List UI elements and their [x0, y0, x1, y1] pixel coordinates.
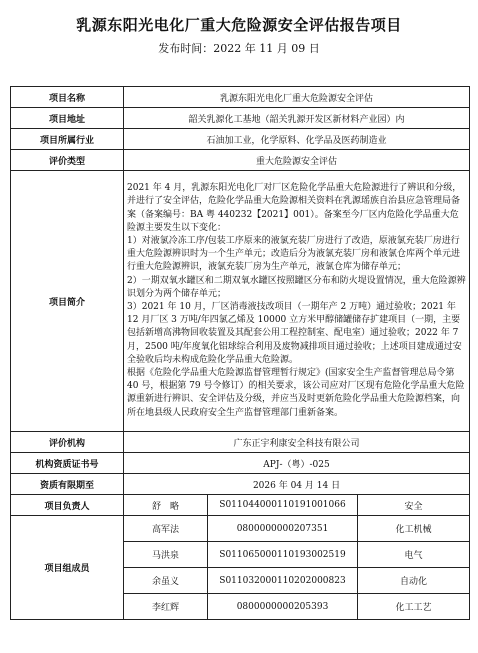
row-eval-agency [11, 432, 470, 453]
member-name: 李红辉 [124, 594, 208, 620]
label-industry: 项目所属行业 [11, 129, 124, 150]
value-cert-no: APJ-（粤）-025 [124, 453, 470, 474]
label-leader: 项目负责人 [11, 495, 124, 516]
row-project-name [11, 87, 470, 108]
value-eval-type: 重大危险源安全评估 [124, 150, 470, 171]
row-cert-no [11, 453, 470, 474]
summary-paragraph-3: 2）一期双氧水罐区和二期双氧水罐区按照罐区分布和防火堤设置情况，重大危险源辨识划分为两个储存单元； [127, 275, 466, 299]
row-eval-type [11, 150, 470, 171]
document-title: 乳源东阳光电化厂重大危险源安全评估报告项目 [76, 16, 402, 34]
value-industry: 石油加工业，化学原料、化学品及医药制造业 [124, 129, 470, 150]
member-major: 自动化 [358, 568, 470, 594]
value-eval-agency: 广东正宇利康安全科技有限公司 [124, 432, 470, 453]
member-major: 化工工艺 [358, 594, 470, 620]
value-project-address: 韶关乳源化工基地（韶关乳源开发区新材料产业园）内 [124, 108, 470, 129]
member-cert: 0800000000207351 [208, 516, 358, 542]
summary-paragraph-4: 3）2021 年 10 月，厂区消毒液技改项目（一期年产 2 万吨）通过验收；2021 年 12 月厂区 3 万吨/年四氯乙烯及 10000 立方米甲醇储罐储存扩建项目（一期，主要包括新增高沸物回收装置及其配套公用工程控制室、配电室）通过验收；2022 年 7 月，2500 吨/年度氧化铝球综合利用及废物减排项目通过验收；上述项目建成通过安全验收后均未构成危险化学品重大危险源。 [127, 302, 462, 365]
label-cert-no: 机构资质证书号 [11, 453, 124, 474]
member-cert: S011032000110202000823 [208, 568, 358, 594]
publish-date: 发布时间：2022 年 11 月 09 日 [158, 42, 320, 55]
label-project-name: 项目名称 [11, 87, 124, 108]
summary-paragraph-5: 根据《危险化学品重大危险源监督管理暂行规定》(国家安全生产监督管理总局令第 40 号，根据第 79 号令修订）的相关要求，该公司应对厂区现有危险化学品重大危险源重新进行辨识、安全评估及分级，并应当及时更新危险化学品重大危险源档案，向所在地县级人民政府安全生产监督管理部门重新备案。 [127, 368, 465, 418]
label-members: 项目组成员 [11, 516, 124, 620]
table-row [11, 516, 470, 542]
member-cert: S011065000110193002519 [208, 542, 358, 568]
row-summary [11, 171, 470, 432]
project-info-table [10, 86, 470, 620]
row-project-address [11, 108, 470, 129]
label-project-address: 项目地址 [11, 108, 124, 129]
member-cert: 0800000000205393 [208, 594, 358, 620]
summary-paragraph-2: 1）对液氯冷冻工序/包装工序原来的液氯充装厂房进行了改造，原液氯充装厂房进行重大危险源辨识时为一个生产单元；改造后分为液氯充装厂房和液氯仓库两个单元进行重大危险源辨识，液氯充装厂房为生产单元，液氯仓库为储存单元； [127, 235, 461, 273]
member-name: 马洪泉 [124, 542, 208, 568]
member-major: 电气 [358, 542, 470, 568]
leader-name: 舒 略 [124, 495, 208, 516]
label-summary: 项目简介 [11, 171, 124, 432]
label-cert-valid: 资质有限期至 [11, 474, 124, 495]
member-name: 余虽义 [124, 568, 208, 594]
member-major: 化工机械 [358, 516, 470, 542]
leader-major: 安全 [358, 495, 470, 516]
row-leader [11, 495, 470, 516]
value-project-name: 乳源东阳光电化厂重大危险源安全评估 [124, 87, 470, 108]
summary-paragraph-1: 2021 年 4 月，乳源东阳光电化厂对厂区危险化学品重大危险源进行了辨识和分级，并进行了安全评估，危险化学品重大危险源相关资料在乳源瑶族自治县应急管理局备案（备案编号：BA 粤 440232【2021】001）。备案至今厂区内危险化学品重大危险源主要发生以下变化： [127, 183, 462, 233]
label-eval-type: 评价类型 [11, 150, 124, 171]
leader-cert: S011044000110191001066 [208, 495, 358, 516]
label-eval-agency: 评价机构 [11, 432, 124, 453]
value-summary [124, 171, 470, 432]
member-name: 高军法 [124, 516, 208, 542]
row-cert-valid [11, 474, 470, 495]
row-industry [11, 129, 470, 150]
value-cert-valid: 2026 年 04 月 14 日 [124, 474, 470, 495]
